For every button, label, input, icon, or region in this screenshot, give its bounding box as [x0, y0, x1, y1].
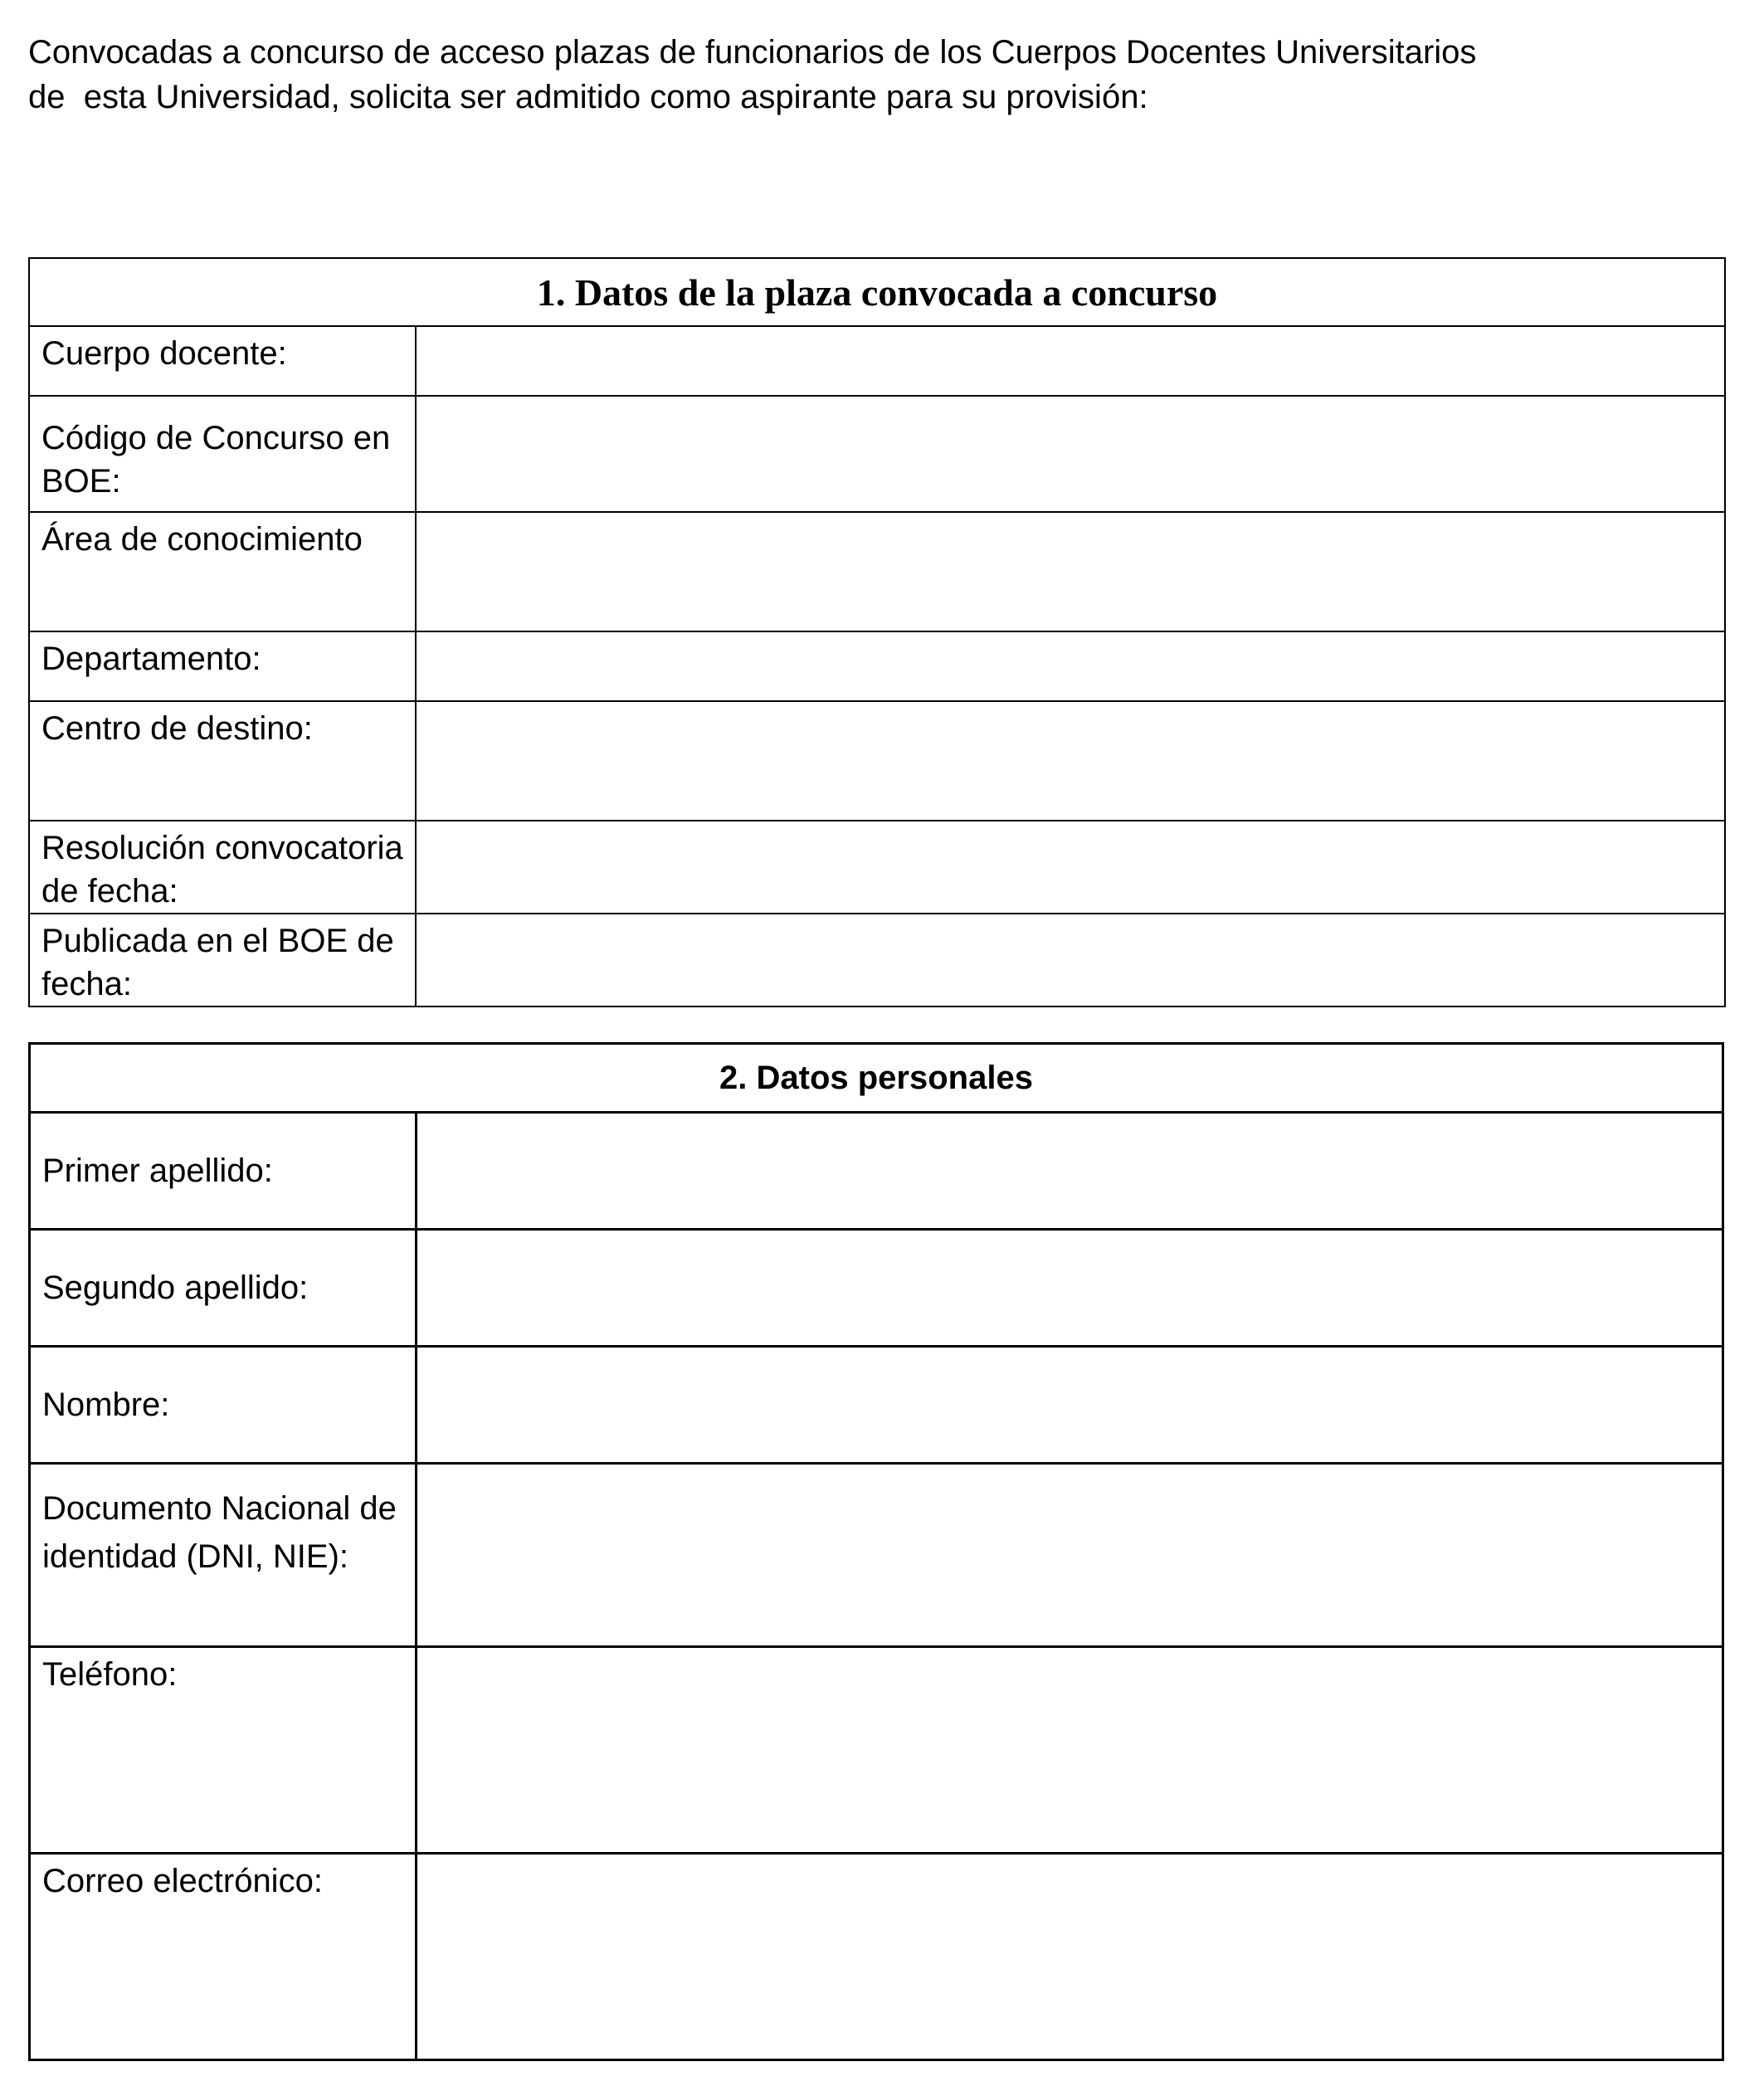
label-centro-destino: Centro de destino: [29, 701, 416, 821]
field-publicada-boe[interactable] [416, 914, 1725, 1007]
label-segundo-apellido: Segundo apellido: [30, 1230, 417, 1347]
field-nombre[interactable] [417, 1347, 1723, 1464]
field-dni-nie[interactable] [417, 1464, 1723, 1647]
intro-line-2: de esta Universidad, solicita ser admitido como aspirante para su provisión: [28, 79, 1148, 115]
label-cuerpo-docente: Cuerpo docente: [29, 326, 416, 396]
section-2-title: 2. Datos personales [30, 1044, 1723, 1113]
label-dni-nie: Documento Nacional de identidad (DNI, NIE): [30, 1464, 417, 1647]
label-area-conocimiento: Área de conocimiento [29, 512, 416, 631]
field-departamento[interactable] [416, 631, 1725, 701]
plaza-data-table [28, 257, 1726, 1007]
field-centro-destino[interactable] [416, 701, 1725, 821]
label-codigo-concurso: Código de Concurso en BOE: [29, 396, 416, 512]
intro-line-1: Convocadas a concurso de acceso plazas de funcionarios de los Cuerpos Docentes Universitarios [28, 34, 1477, 71]
field-cuerpo-docente[interactable] [416, 326, 1725, 396]
field-codigo-concurso[interactable] [416, 396, 1725, 512]
field-segundo-apellido[interactable] [417, 1230, 1723, 1347]
field-telefono[interactable] [417, 1647, 1723, 1854]
field-primer-apellido[interactable] [417, 1113, 1723, 1230]
label-correo-electronico: Correo electrónico: [30, 1854, 417, 2060]
label-departamento: Departamento: [29, 631, 416, 701]
label-resolucion-convocatoria: Resolución convocatoria de fecha: [29, 821, 416, 914]
label-publicada-boe: Publicada en el BOE de fecha: [29, 914, 416, 1007]
field-resolucion-convocatoria[interactable] [416, 821, 1725, 914]
personal-data-table [28, 1042, 1724, 2061]
field-area-conocimiento[interactable] [416, 512, 1725, 631]
label-telefono: Teléfono: [30, 1647, 417, 1854]
label-primer-apellido: Primer apellido: [30, 1113, 417, 1230]
intro-paragraph [28, 30, 1671, 119]
section-1-title: 1. Datos de la plaza convocada a concurso [29, 258, 1725, 326]
label-nombre: Nombre: [30, 1347, 417, 1464]
field-correo-electronico[interactable] [417, 1854, 1723, 2060]
